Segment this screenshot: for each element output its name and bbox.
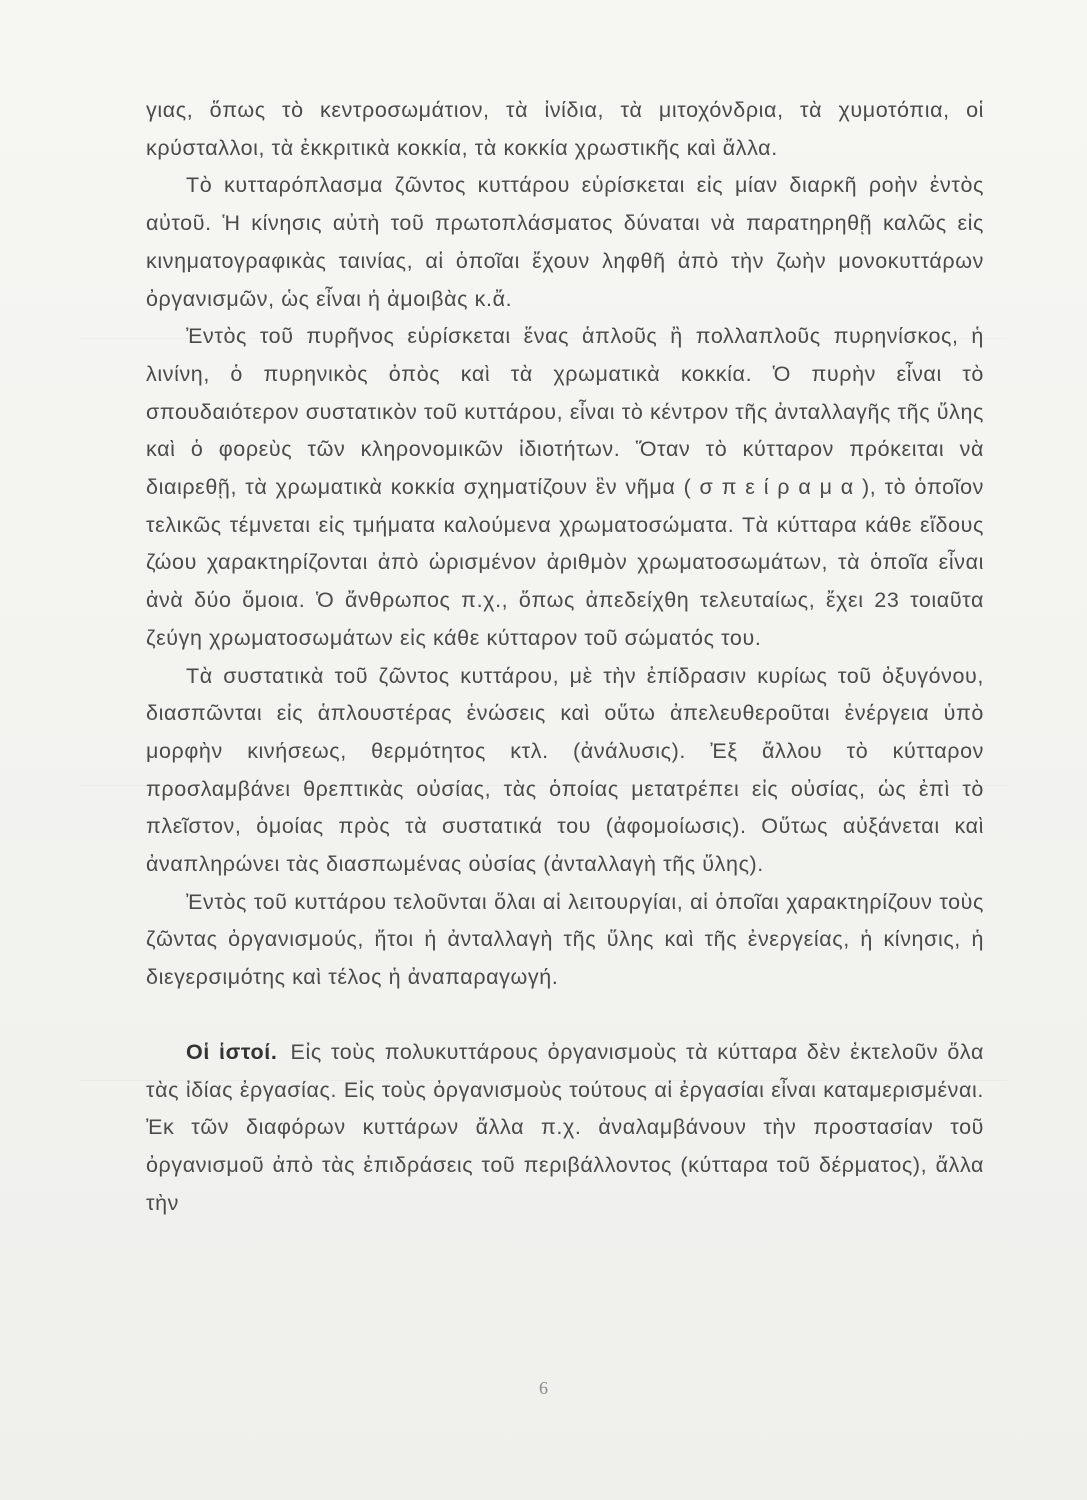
section-tissues	[146, 1034, 984, 1223]
paragraph-functions: Ἐντὸς τοῦ κυττάρου τελοῦνται ὅλαι αἱ λειτουργίαι, αἱ ὁποῖαι χαρακτηρίζουν τοὺς ζῶντας ὀργανισμούς, ἤτοι ἡ ἀνταλλαγὴ τῆς ὕλης καὶ τῆς ἐνεργείας, ἡ κίνησις, ἡ διεγερσιμότης καὶ τέλος ἡ ἀναπαραγωγή.	[146, 889, 984, 990]
paragraph-nucleus: Ἐντὸς τοῦ πυρῆνος εὑρίσκεται ἕνας ἁπλοῦς ἢ πολλαπλοῦς πυρηνίσκος, ἡ λινίνη, ὁ πυρηνικὸς ὀπὸς καὶ τὰ χρωματικὰ κοκκία. Ὁ πυρὴν εἶναι τὸ σπουδαιότερον συστατικὸν τοῦ κυττάρου, εἶναι τὸ κέντρον τῆς ἀνταλλαγῆς τῆς ὕλης καὶ ὁ φορεὺς τῶν κληρονομικῶν ἰδιοτήτων. Ὅταν τὸ κύτταρον πρόκειται νὰ διαιρεθῇ, τὰ χρωματικὰ κοκκία σχηματίζουν ἓν νῆμα ( σ π ε ί ρ α μ α ), τὸ ὁποῖον τελικῶς τέμνεται εἰς τμήματα καλούμενα χρωματοσώματα. Τὰ κύτταρα κάθε εἴδους ζώου χαρακτηρίζονται ἀπὸ ὡρισμένον ἀριθμὸν χρωματοσωμάτων, τὰ ὁποῖα εἶναι ἀνὰ δύο ὅμοια. Ὁ ἄνθρωπος π.χ., ὅπως ἀπεδείχθη τελευταίως, ἔχει 23 τοιαῦτα ζεύγη χρωματοσωμάτων εἰς κάθε κύτταρον τοῦ σώματός του.	[146, 324, 984, 650]
section-text: Εἰς τοὺς πολυκυττάρους ὀργανισμοὺς τὰ κύτταρα δὲν ἐκτελοῦν ὅλα τὰς ἰδίας ἐργασίας. Εἰς τοὺς ὀργανισμοὺς τούτους αἱ ἐργασίαι εἶναι καταμερισμέναι. Ἐκ τῶν διαφόρων κυττάρων ἄλλα π.χ. ἀναλαμβάνουν τὴν προστασίαν τοῦ ὀργανισμοῦ ἀπὸ τὰς ἐπιδράσεις τοῦ περιβάλλοντος (κύτταρα τοῦ δέρματος), ἄλλα τὴν	[146, 1039, 984, 1215]
section-heading: Οἱ ἱστοί.	[186, 1039, 278, 1064]
body-text	[146, 92, 984, 1222]
paragraph-continued: γιας, ὅπως τὸ κεντροσωμάτιον, τὰ ἰνίδια, τὰ μιτοχόνδρια, τὰ χυμοτόπια, οἱ κρύσταλλοι, τὰ ἐκκριτικὰ κοκκία, τὰ κοκκία χρωστικῆς καὶ ἄλλα.	[146, 98, 984, 160]
paragraph-cytoplasm: Τὸ κυτταρόπλασμα ζῶντος κυττάρου εὑρίσκεται εἰς μίαν διαρκῆ ροὴν ἐντὸς αὐτοῦ. Ἡ κίνησις αὐτὴ τοῦ πρωτοπλάσματος δύναται νὰ παρατηρηθῇ καλῶς εἰς κινηματογραφικὰς ταινίας, αἱ ὁποῖαι ἔχουν ληφθῆ ἀπὸ τὴν ζωὴν μονοκυττάρων ὀργανισμῶν, ὡς εἶναι ἡ ἀμοιβὰς κ.ἄ.	[146, 173, 984, 311]
paragraph-metabolism: Τὰ συστατικὰ τοῦ ζῶντος κυττάρου, μὲ τὴν ἐπίδρασιν κυρίως τοῦ ὀξυγόνου, διασπῶνται εἰς ἁπλουστέρας ἑνώσεις καὶ οὕτω ἀπελευθεροῦται ἐνέργεια ὑπὸ μορφὴν κινήσεως, θερμότητος κτλ. (ἀνάλυσις). Ἐξ ἄλλου τὸ κύτταρον προσλαμβάνει θρεπτικὰς οὐσίας, τὰς ὁποίας μετατρέπει εἰς οὐσίας, ὡς ἐπὶ τὸ πλεῖστον, ὁμοίας πρὸς τὰ συστατικά του (ἀφομοίωσις). Οὕτως αὐξάνεται καὶ ἀναπληρώνει τὰς διασπωμένας οὐσίας (ἀνταλλαγὴ τῆς ὕλης).	[146, 663, 984, 877]
page-number: 6	[539, 1378, 548, 1398]
